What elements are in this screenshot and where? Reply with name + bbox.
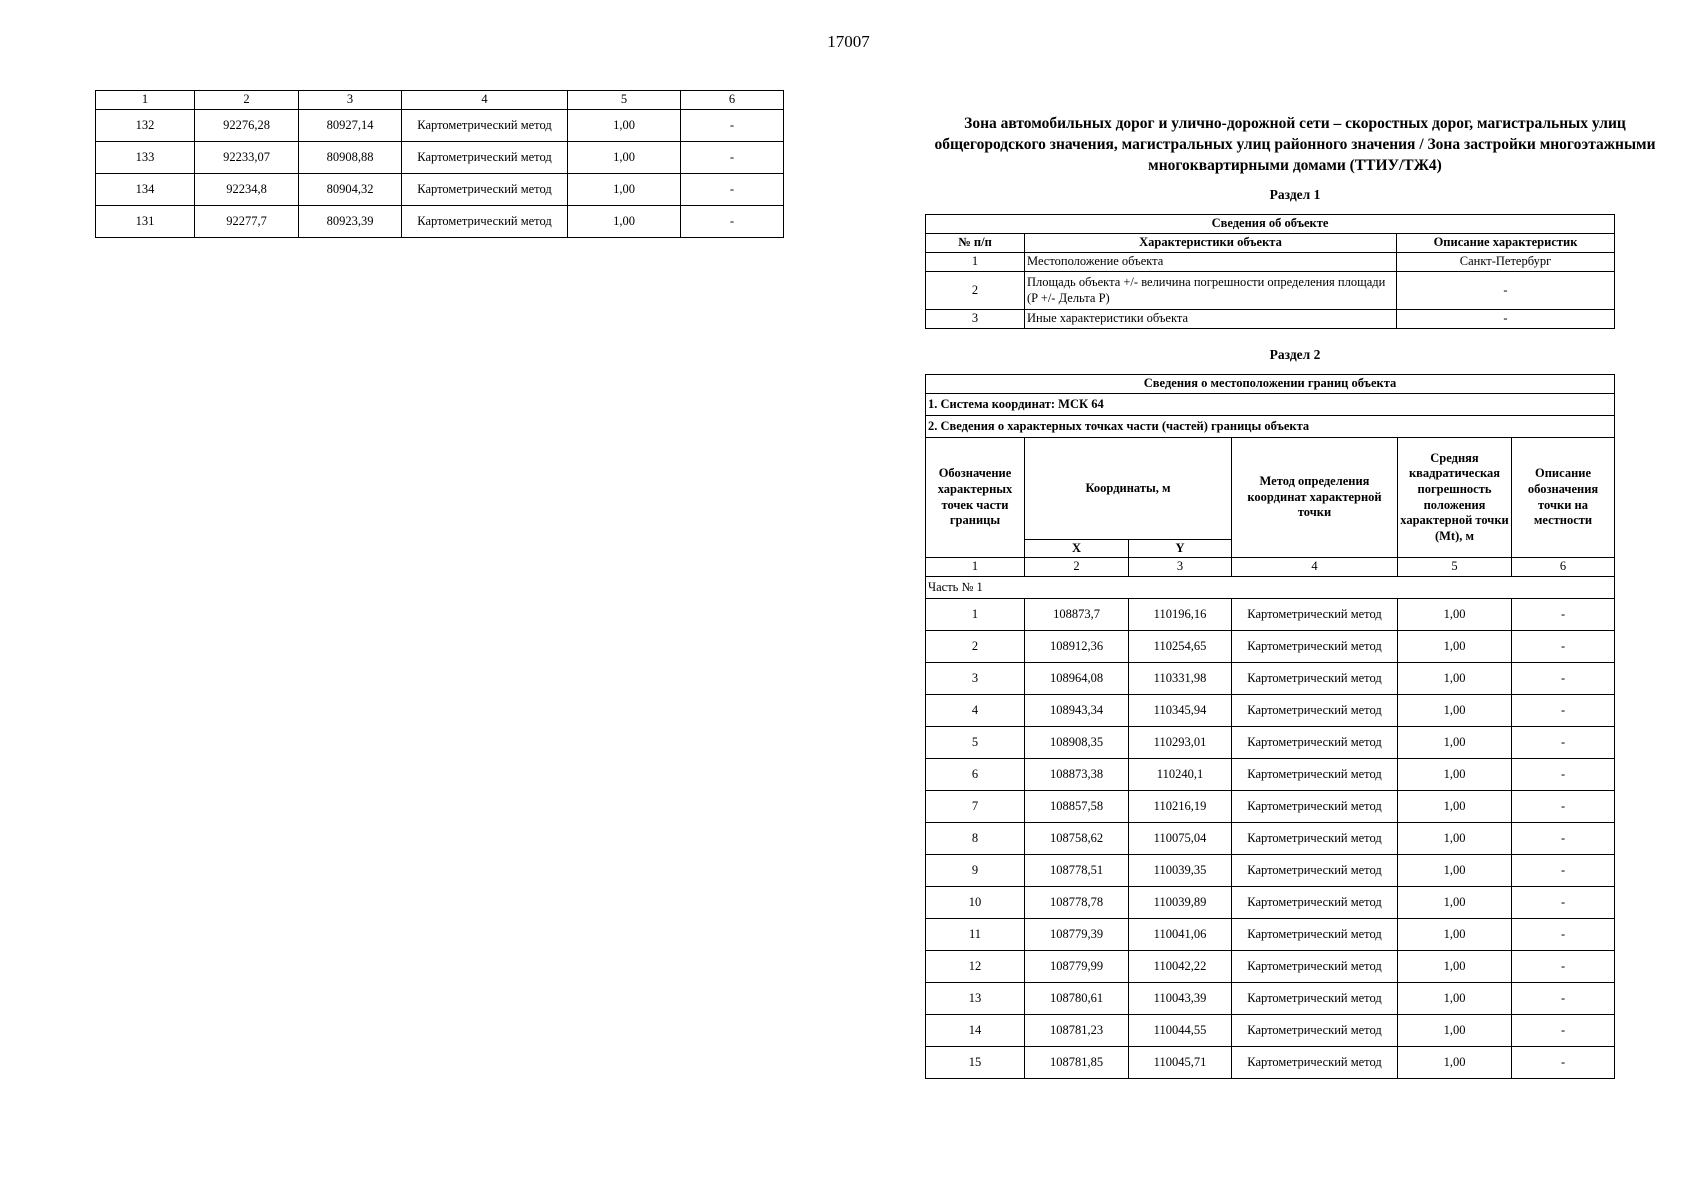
method: Картометрический метод — [1232, 983, 1398, 1015]
method: Картометрический метод — [1232, 631, 1398, 663]
column-number: 6 — [681, 91, 784, 110]
method: Картометрический метод — [1232, 663, 1398, 695]
boundary-table-title: Сведения о местоположении границ объекта — [926, 375, 1615, 394]
error-value: 1,00 — [568, 206, 681, 238]
error-value: 1,00 — [1398, 823, 1512, 855]
method: Картометрический метод — [402, 206, 568, 238]
column-number: 2 — [1025, 558, 1129, 577]
y-coordinate: 80923,39 — [299, 206, 402, 238]
point-number: 7 — [926, 791, 1025, 823]
point-number: 8 — [926, 823, 1025, 855]
description: - — [1512, 823, 1615, 855]
description: - — [681, 174, 784, 206]
error-value: 1,00 — [1398, 855, 1512, 887]
method: Картометрический метод — [1232, 919, 1398, 951]
point-number: 133 — [96, 142, 195, 174]
header-y: Y — [1129, 540, 1232, 558]
header-description: Описание характеристик — [1397, 234, 1615, 253]
description: - — [1512, 695, 1615, 727]
object-table-title: Сведения об объекте — [926, 215, 1615, 234]
description: - — [681, 110, 784, 142]
method: Картометрический метод — [1232, 887, 1398, 919]
x-coordinate: 92277,7 — [195, 206, 299, 238]
x-coordinate: 92233,07 — [195, 142, 299, 174]
table-row — [926, 919, 1615, 951]
column-number: 5 — [1398, 558, 1512, 577]
object-row-value: Санкт-Петербург — [1397, 253, 1615, 272]
table-row — [926, 983, 1615, 1015]
y-coordinate: 110039,35 — [1129, 855, 1232, 887]
header-coordinates: Координаты, м — [1025, 438, 1232, 540]
column-number: 4 — [402, 91, 568, 110]
error-value: 1,00 — [1398, 663, 1512, 695]
table-row — [926, 599, 1615, 631]
table-row — [926, 695, 1615, 727]
y-coordinate: 110075,04 — [1129, 823, 1232, 855]
y-coordinate: 80908,88 — [299, 142, 402, 174]
header-x: X — [1025, 540, 1129, 558]
object-row — [926, 310, 1615, 329]
object-row — [926, 253, 1615, 272]
header-characteristic: Характеристики объекта — [1025, 234, 1397, 253]
error-value: 1,00 — [1398, 695, 1512, 727]
point-number: 131 — [96, 206, 195, 238]
error-value: 1,00 — [1398, 1015, 1512, 1047]
table-row — [926, 951, 1615, 983]
error-value: 1,00 — [1398, 791, 1512, 823]
table-row — [926, 791, 1615, 823]
description: - — [681, 206, 784, 238]
error-value: 1,00 — [1398, 951, 1512, 983]
object-row — [926, 272, 1615, 310]
x-coordinate: 108781,85 — [1025, 1047, 1129, 1079]
y-coordinate: 110216,19 — [1129, 791, 1232, 823]
table-row — [926, 855, 1615, 887]
description: - — [1512, 983, 1615, 1015]
part-label: Часть № 1 — [926, 577, 1615, 599]
left-coordinates-table — [95, 90, 784, 238]
header-point: Обозначение характерных точек части границы — [926, 438, 1025, 558]
method: Картометрический метод — [1232, 951, 1398, 983]
table-row — [926, 823, 1615, 855]
point-number: 134 — [96, 174, 195, 206]
table-row — [96, 110, 784, 142]
object-row-value: - — [1397, 272, 1615, 310]
error-value: 1,00 — [1398, 759, 1512, 791]
point-number: 4 — [926, 695, 1025, 727]
method: Картометрический метод — [402, 142, 568, 174]
column-number: 3 — [1129, 558, 1232, 577]
method: Картометрический метод — [1232, 855, 1398, 887]
table-row — [926, 1047, 1615, 1079]
error-value: 1,00 — [1398, 919, 1512, 951]
column-number: 3 — [299, 91, 402, 110]
description: - — [1512, 759, 1615, 791]
header-error: Средняя квадратическая погрешность положения характерной точки (Mt), м — [1398, 438, 1512, 558]
page-number: 17007 — [827, 32, 870, 51]
x-coordinate: 108781,23 — [1025, 1015, 1129, 1047]
table-row — [96, 206, 784, 238]
description: - — [1512, 1015, 1615, 1047]
x-coordinate: 108779,39 — [1025, 919, 1129, 951]
table-row — [926, 663, 1615, 695]
method: Картометрический метод — [402, 110, 568, 142]
y-coordinate: 110042,22 — [1129, 951, 1232, 983]
column-number: 1 — [926, 558, 1025, 577]
error-value: 1,00 — [1398, 599, 1512, 631]
error-value: 1,00 — [1398, 983, 1512, 1015]
y-coordinate: 110043,39 — [1129, 983, 1232, 1015]
x-coordinate: 92276,28 — [195, 110, 299, 142]
column-number: 5 — [568, 91, 681, 110]
method: Картометрический метод — [402, 174, 568, 206]
object-info-table — [925, 214, 1615, 329]
x-coordinate: 108778,51 — [1025, 855, 1129, 887]
table-row — [926, 759, 1615, 791]
x-coordinate: 108873,7 — [1025, 599, 1129, 631]
table-row — [926, 631, 1615, 663]
error-value: 1,00 — [1398, 1047, 1512, 1079]
y-coordinate: 110331,98 — [1129, 663, 1232, 695]
y-coordinate: 110254,65 — [1129, 631, 1232, 663]
description: - — [681, 142, 784, 174]
point-number: 1 — [926, 599, 1025, 631]
description: - — [1512, 951, 1615, 983]
y-coordinate: 110041,06 — [1129, 919, 1232, 951]
description: - — [1512, 887, 1615, 919]
x-coordinate: 108779,99 — [1025, 951, 1129, 983]
x-coordinate: 108780,61 — [1025, 983, 1129, 1015]
description: - — [1512, 663, 1615, 695]
point-number: 14 — [926, 1015, 1025, 1047]
table-row — [96, 174, 784, 206]
method: Картометрический метод — [1232, 599, 1398, 631]
y-coordinate: 110044,55 — [1129, 1015, 1232, 1047]
boundary-points-table — [925, 374, 1615, 1079]
point-number: 11 — [926, 919, 1025, 951]
x-coordinate: 108778,78 — [1025, 887, 1129, 919]
error-value: 1,00 — [1398, 887, 1512, 919]
method: Картометрический метод — [1232, 695, 1398, 727]
table-row — [926, 887, 1615, 919]
header-method: Метод определения координат характерной точки — [1232, 438, 1398, 558]
point-number: 132 — [96, 110, 195, 142]
header-number: № п/п — [926, 234, 1025, 253]
point-number: 5 — [926, 727, 1025, 759]
point-number: 2 — [926, 631, 1025, 663]
x-coordinate: 108873,38 — [1025, 759, 1129, 791]
object-row-number: 3 — [926, 310, 1025, 329]
object-row-characteristic: Площадь объекта +/- величина погрешности определения площади (P +/- Дельта P) — [1025, 272, 1397, 310]
method: Картометрический метод — [1232, 791, 1398, 823]
method: Картометрический метод — [1232, 823, 1398, 855]
error-value: 1,00 — [568, 110, 681, 142]
error-value: 1,00 — [568, 174, 681, 206]
error-value: 1,00 — [1398, 727, 1512, 759]
description: - — [1512, 727, 1615, 759]
column-number-row — [96, 91, 784, 110]
point-number: 3 — [926, 663, 1025, 695]
error-value: 1,00 — [568, 142, 681, 174]
object-row-value: - — [1397, 310, 1615, 329]
method: Картометрический метод — [1232, 1015, 1398, 1047]
description: - — [1512, 919, 1615, 951]
y-coordinate: 110293,01 — [1129, 727, 1232, 759]
column-number: 6 — [1512, 558, 1615, 577]
x-coordinate: 108943,34 — [1025, 695, 1129, 727]
x-coordinate: 108964,08 — [1025, 663, 1129, 695]
y-coordinate: 110240,1 — [1129, 759, 1232, 791]
point-number: 15 — [926, 1047, 1025, 1079]
x-coordinate: 108908,35 — [1025, 727, 1129, 759]
x-coordinate: 108857,58 — [1025, 791, 1129, 823]
points-title: 2. Сведения о характерных точках части (частей) границы объекта — [926, 416, 1615, 438]
y-coordinate: 80927,14 — [299, 110, 402, 142]
table-row — [926, 1015, 1615, 1047]
x-coordinate: 92234,8 — [195, 174, 299, 206]
section-1-label: Раздел 1 — [1269, 187, 1321, 202]
description: - — [1512, 1047, 1615, 1079]
description: - — [1512, 599, 1615, 631]
description: - — [1512, 631, 1615, 663]
document-title: Зона автомобильных дорог и улично-дорожной сети – скоростных дорог, магистральных улиц общегородского значения, магистральных улиц районного значения / Зона застройки многоэтажными многоквартирными домами (ТТИУ/ТЖ4) — [934, 115, 1656, 175]
column-number: 2 — [195, 91, 299, 110]
point-number: 6 — [926, 759, 1025, 791]
y-coordinate: 110045,71 — [1129, 1047, 1232, 1079]
column-number: 4 — [1232, 558, 1398, 577]
table-row — [926, 727, 1615, 759]
method: Картометрический метод — [1232, 1047, 1398, 1079]
point-number: 12 — [926, 951, 1025, 983]
error-value: 1,00 — [1398, 631, 1512, 663]
coordinate-system: 1. Система координат: МСК 64 — [926, 394, 1615, 416]
description: - — [1512, 791, 1615, 823]
object-row-characteristic: Местоположение объекта — [1025, 253, 1397, 272]
point-number: 13 — [926, 983, 1025, 1015]
description: - — [1512, 855, 1615, 887]
y-coordinate: 110039,89 — [1129, 887, 1232, 919]
section-2-label: Раздел 2 — [1269, 347, 1321, 362]
x-coordinate: 108912,36 — [1025, 631, 1129, 663]
column-number-row — [926, 558, 1615, 577]
point-number: 9 — [926, 855, 1025, 887]
y-coordinate: 110345,94 — [1129, 695, 1232, 727]
header-description: Описание обозначения точки на местности — [1512, 438, 1615, 558]
object-row-number: 1 — [926, 253, 1025, 272]
method: Картометрический метод — [1232, 759, 1398, 791]
y-coordinate: 80904,32 — [299, 174, 402, 206]
column-number: 1 — [96, 91, 195, 110]
y-coordinate: 110196,16 — [1129, 599, 1232, 631]
object-row-characteristic: Иные характеристики объекта — [1025, 310, 1397, 329]
method: Картометрический метод — [1232, 727, 1398, 759]
x-coordinate: 108758,62 — [1025, 823, 1129, 855]
point-number: 10 — [926, 887, 1025, 919]
table-row — [96, 142, 784, 174]
object-row-number: 2 — [926, 272, 1025, 310]
